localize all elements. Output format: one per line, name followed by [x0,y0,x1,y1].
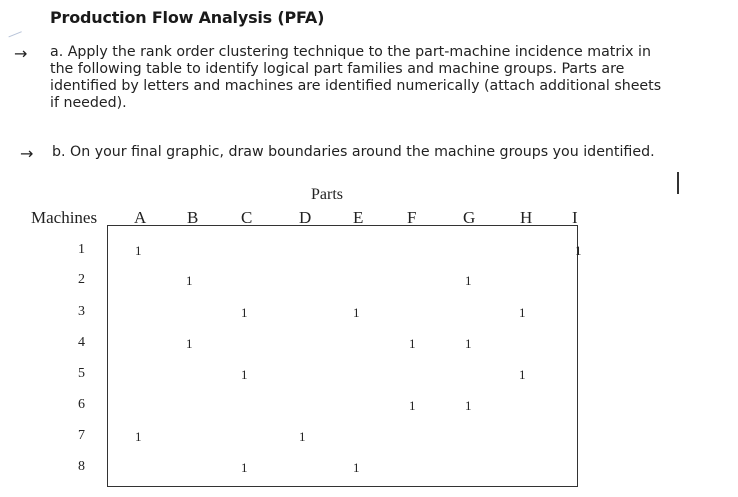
matrix-cell: 1 [353,460,360,475]
part-header-c: C [241,208,253,227]
question-a-line: a. Apply the rank order clustering technique to the part-machine incidence matrix in [50,44,651,60]
matrix-cell: 1 [465,336,472,351]
page-title: Production Flow Analysis (PFA) [50,8,325,27]
part-header-a: A [134,208,147,227]
part-header-b: B [187,208,199,227]
machine-label-5: 5 [78,366,85,381]
machines-label: Machines [31,208,98,227]
matrix-cell: 1 [519,367,526,382]
matrix-cell: 1 [465,273,472,288]
stray-pen-mark [6,26,22,38]
matrix-cell: 1 [135,429,142,444]
part-header-d: D [299,208,312,227]
parts-label: Parts [311,186,343,203]
matrix-cell: 1 [186,336,193,351]
part-header-g: G [463,208,476,227]
arrow-b-icon: → [20,144,34,163]
matrix-cell: 1 [465,398,472,413]
machine-label-6: 6 [78,397,85,412]
matrix-cell: 1 [409,398,416,413]
machine-label-1: 1 [78,242,85,257]
matrix-cell: 1 [353,305,360,320]
matrix-cell: 1 [186,273,193,288]
matrix-cell: 1 [241,305,248,320]
matrix-cell: 1 [241,460,248,475]
part-header-i: I [572,208,578,227]
part-header-h: H [520,208,533,227]
question-a-text [50,44,661,112]
arrow-a-icon: → [14,44,28,63]
matrix-cell: 1 [519,305,526,320]
matrix-cell: 1 [409,336,416,351]
machine-label-7: 7 [78,428,85,443]
pen-tick-mark [677,172,679,194]
question-a-line: identified by letters and machines are identified numerically (attach additional sheets [50,78,662,94]
matrix-cell: 1 [135,243,142,258]
question-a-line: if needed). [50,95,127,111]
machine-label-2: 2 [78,272,85,287]
part-header-f: F [407,208,417,227]
matrix-cell: 1 [575,243,582,258]
question-b-text: b. On your final graphic, draw boundaries around the machine groups you identified. [52,144,655,160]
question-a-line: the following table to identify logical part families and machine groups. Parts are [50,61,625,77]
matrix-cell: 1 [241,367,248,382]
machine-label-3: 3 [78,304,85,319]
matrix-border [107,225,578,487]
machine-label-4: 4 [78,335,85,350]
matrix-cell: 1 [299,429,306,444]
part-header-e: E [353,208,364,227]
machine-label-8: 8 [78,459,85,474]
